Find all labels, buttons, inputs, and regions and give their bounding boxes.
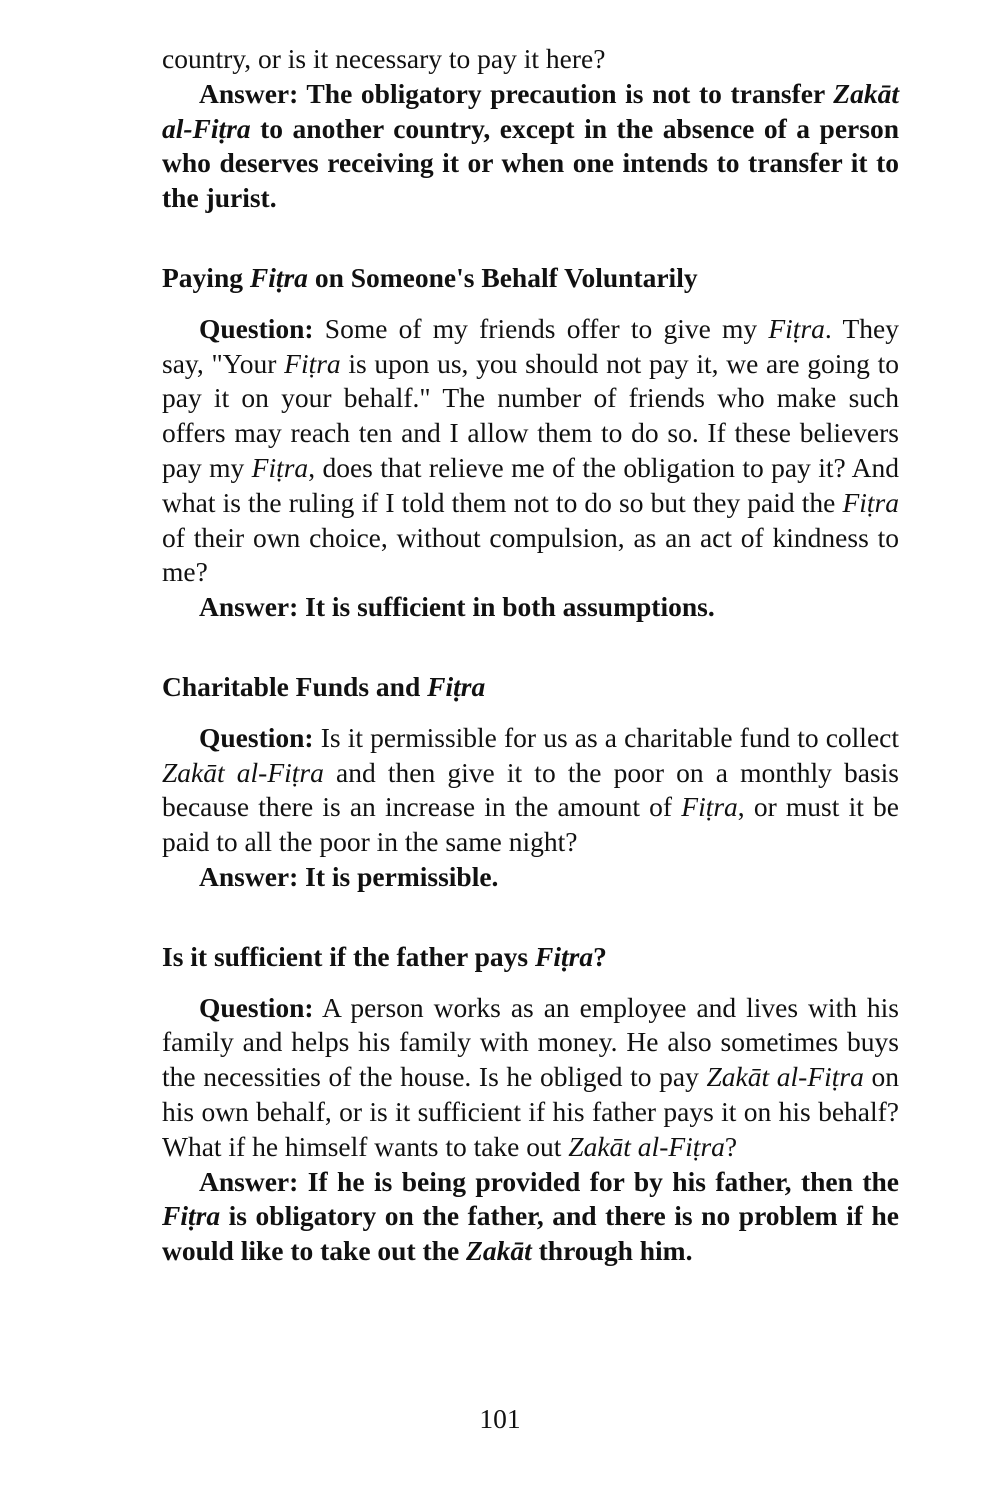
answer-text: The obligatory precaution is not to transfer <box>298 77 834 109</box>
s1-question: Question: Some of my friends offer to give my Fiṭra. They say, "Your Fiṭra is upon us, you should not pay it, we are going to pay it on your behalf." The number of friends who make such offers may reach ten and I allow them to do so. If these believers pay my Fiṭra, does that relieve me of the obligation to pay it? And what is the ruling if I told them not to do so but they paid the Fiṭra of their own choice, without compulsion, as an act of kindness to me? <box>162 312 899 588</box>
section-heading-father-pays: Is it sufficient if the father pays Fiṭra? <box>162 940 607 972</box>
page-number: 101 <box>479 1403 521 1434</box>
section-heading-charitable-funds: Charitable Funds and Fiṭra <box>162 670 486 702</box>
answer-label: Answer: <box>199 860 299 892</box>
s3-answer: Answer: If he is being provided for by his father, then the Fiṭra is obligatory on the father, and there is no problem if he would like to take out the Zakāt through him. <box>162 1165 899 1267</box>
answer-text: to another country, except in the absence of a person who deserves receiving it or when one intends to transfer it to the jurist. <box>162 112 899 214</box>
s2-question: Question: Is it permissible for us as a charitable fund to collect Zakāt al-Fiṭra and then give it to the poor on a monthly basis because there is an increase in the amount of Fiṭra, or must it be paid to all the poor in the same night? <box>162 721 899 858</box>
answer-term: Zakāt al-Fiṭra <box>162 77 899 144</box>
question-label: Question: <box>199 721 314 753</box>
intro-continuation: country, or is it necessary to pay it here? <box>162 43 606 74</box>
page-content <box>162 42 899 1269</box>
question-label: Question: <box>199 312 314 344</box>
answer-label: Answer: <box>199 1165 299 1197</box>
answer-label: Answer: <box>199 591 299 623</box>
answer-label: Answer: <box>199 77 299 109</box>
s3-question: Question: A person works as an employee and lives with his family and helps his family with money. He also sometimes buys the necessities of the house. Is he obliged to pay Zakāt al-Fiṭra on his own behalf, or is it sufficient if his father pays it on his behalf? What if he himself wants to take out Zakāt al-Fiṭra? <box>162 991 899 1162</box>
s1-answer: Answer: It is sufficient in both assumptions. <box>199 591 715 623</box>
s2-answer: Answer: It is permissible. <box>199 860 499 892</box>
question-label: Question: <box>199 991 314 1023</box>
intro-answer <box>162 77 899 216</box>
section-heading-paying-fitra: Paying Fiṭra on Someone's Behalf Voluntarily <box>162 261 698 293</box>
